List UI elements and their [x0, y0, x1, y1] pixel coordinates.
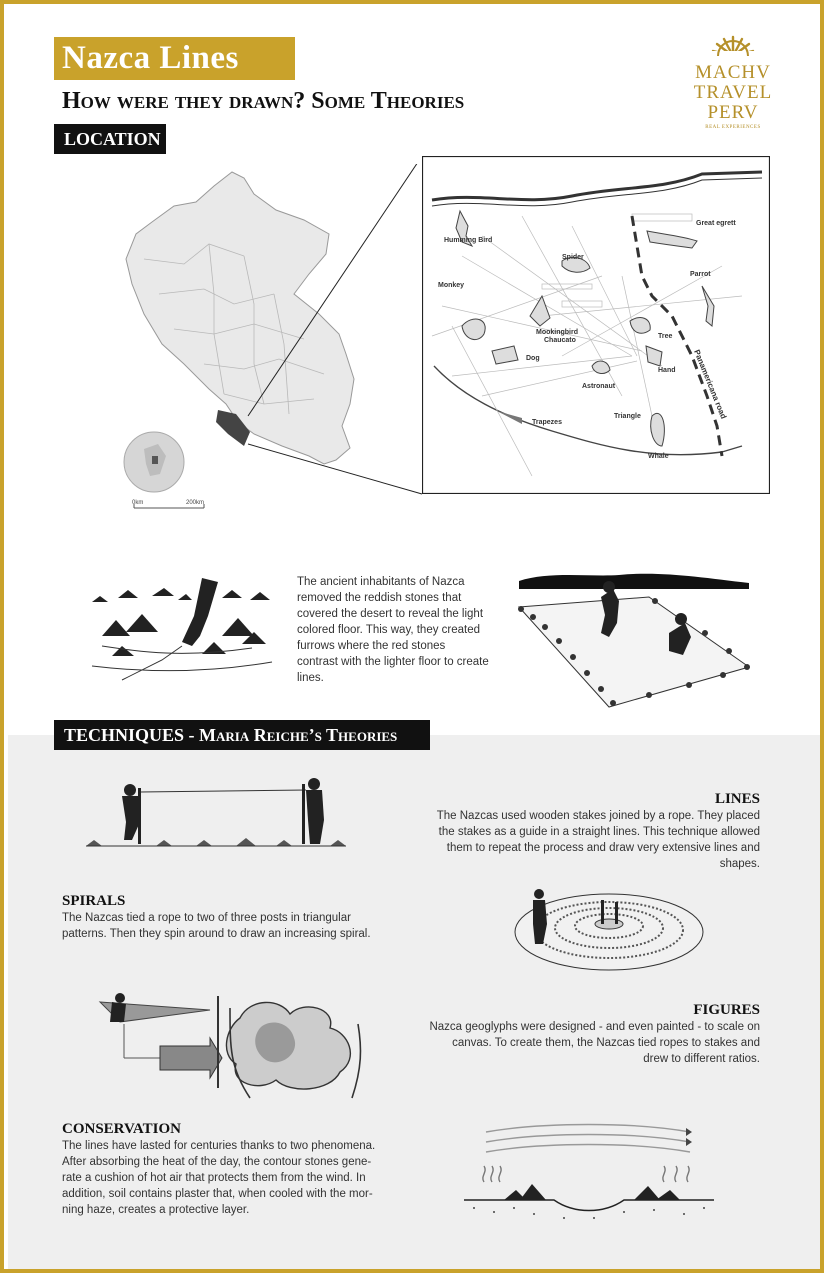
page-subtitle: How were they drawn? Some Theories	[62, 88, 465, 114]
spirals-text: The Nazcas tied a rope to two of three posts in triangular patterns. Then they spin around to draw an increasing spiral.	[62, 912, 371, 940]
conservation-text: The lines have lasted for centuries thanks to two phenomena. After absorbing the heat of the day, the contour stones gene-rate a cushion of hot air that protects them from the wind. In addition, soil contains plaster that, when cooled with the mor-ning haze, creates a protective layer.	[62, 1140, 376, 1216]
conservation-title: CONSERVATION	[62, 1121, 181, 1137]
workers-clearing-field-illustration	[509, 567, 759, 717]
label-monkey: Monkey	[438, 282, 465, 289]
intro-text: The ancient inhabitants of Nazca removed the reddish stones that covered the desert to reveal the light colored floor. This way, they created furrows where the red stones contrast with the lighter floor to create lines.	[297, 576, 489, 684]
figures-technique-illustration	[90, 988, 380, 1102]
label-hand: Hand	[658, 367, 676, 374]
label-whale: Whale	[648, 453, 669, 460]
conservation-illustration	[464, 1122, 714, 1226]
label-great-egrett: Great egrett	[696, 220, 736, 227]
label-parrot: Parrot	[690, 271, 711, 278]
label-tree: Tree	[658, 333, 673, 340]
label-astronaut: Astronaut	[582, 383, 616, 390]
label-chaucato: Chaucato	[544, 337, 576, 344]
label-spider: Spider	[562, 254, 584, 261]
hand-removing-stones-illustration	[82, 576, 282, 686]
spirals-technique-illustration	[509, 880, 709, 976]
label-dog: Dog	[526, 355, 540, 362]
lines-technique-illustration	[86, 774, 346, 850]
lines-text: The Nazcas used wooden stakes joined by a rope. They placed the stakes as a guide in a straight lines. This technique allowed them to repeat the process and draw very extensive lines and shapes.	[436, 810, 760, 870]
location-tag: LOCATION	[54, 124, 166, 154]
logo-line-1: MACHV	[695, 62, 771, 83]
spirals-title: SPIRALS	[62, 893, 126, 909]
nazca-lines-map	[422, 156, 770, 494]
sun-icon	[710, 34, 756, 58]
label-panamericana-road: Panamericana road	[692, 348, 729, 421]
page-title: Nazca Lines	[54, 37, 295, 80]
label-trapezes: Trapezes	[532, 419, 562, 426]
logo-line-3: PERV	[707, 102, 759, 123]
lines-title: LINES	[714, 791, 760, 807]
label-triangle: Triangle	[614, 413, 641, 420]
machu-travel-peru-logo	[690, 34, 776, 134]
figures-text: Nazca geoglyphs were designed - and even painted - to scale on canvas. To create them, the Nazcas tied ropes to stakes and drew to different ratios.	[429, 1021, 760, 1065]
figures-title: FIGURES	[693, 1002, 760, 1018]
logo-line-2: TRAVEL	[693, 82, 773, 103]
techniques-tag: TECHNIQUES - Maria Reiche’s Theories	[54, 720, 430, 750]
label-humming-bird: Humming Bird	[444, 237, 493, 244]
peru-map	[114, 164, 434, 524]
scale-0km: 0km	[132, 500, 144, 506]
label-mookingbird: Mookingbird	[536, 329, 578, 336]
logo-tagline: REAL EXPERIENCES	[705, 125, 761, 130]
scale-200km: 200km	[186, 500, 205, 506]
